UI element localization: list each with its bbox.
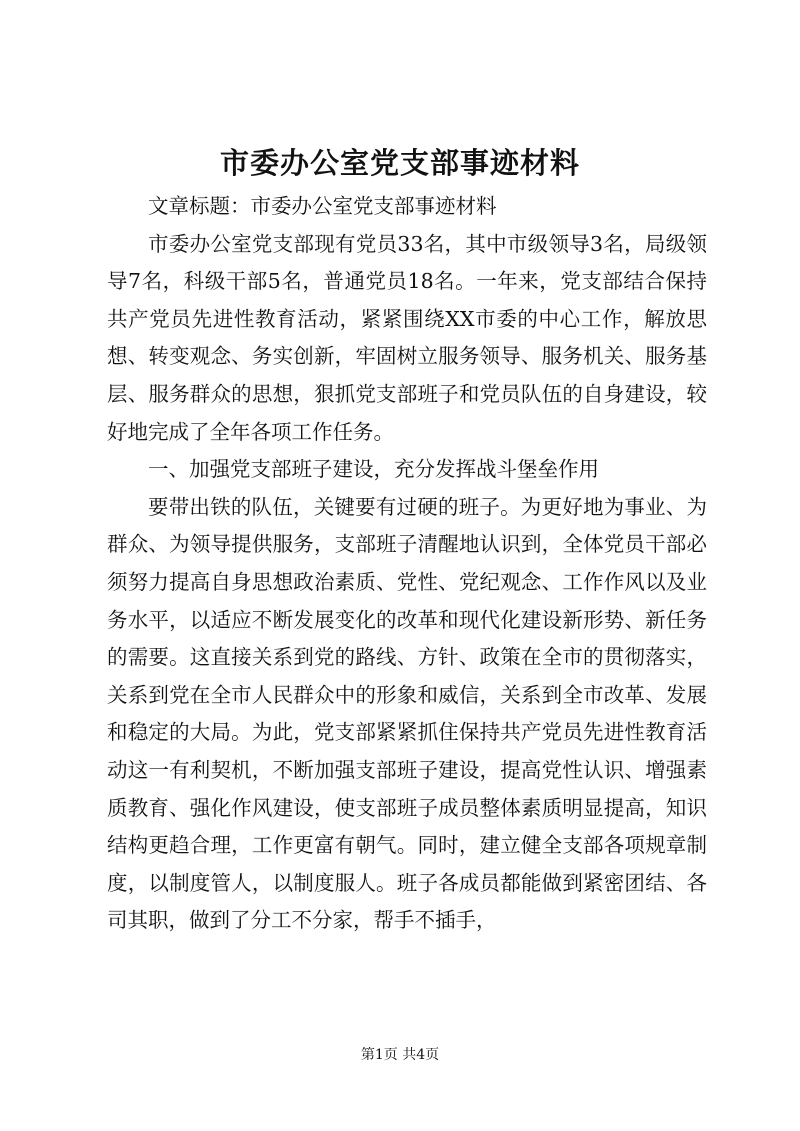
- document-title: 市委办公室党支部事迹材料: [219, 146, 580, 180]
- document-body: [107, 188, 707, 940]
- article-heading-line: 文章标题：市委办公室党支部事迹材料: [148, 194, 497, 218]
- page-footer: 第1页 共4页: [360, 1047, 440, 1063]
- section-heading: 一、加强党支部班子建设，充分发挥战斗堡垒作用: [148, 457, 599, 482]
- section-paragraph: 要带出铁的队伍，关键要有过硬的班子。为更好地为事业、为群众、为领导提供服务，支部班子清醒地认识到，全体党员干部必须努力提高自身思想政治素质、党性、党纪观念、工作作风以及业务水平，以适应不断发展变化的改革和现代化建设新形势、新任务的需要。这直接关系到党的路线、方针、政策在全市的贯彻落实，关系到党在全市人民群众中的形象和威信，关系到全市改革、发展和稳定的大局。为此，党支部紧紧抓住保持共产党员先进性教育活动这一有利契机，不断加强支部班子建设，提高党性认识、增强素质教育、强化作风建设，使支部班子成员整体素质明显提高，知识结构更趋合理，工作更富有朝气。同时，建立健全支部各项规章制度，以制度管人，以制度服人。班子各成员都能做到紧密团结、各司其职，做到了分工不分家，帮手不插手，: [107, 494, 707, 933]
- intro-paragraph: 市委办公室党支部现有党员33名，其中市级领导3名，局级领导7名，科级干部5名，普通党员18名。一年来，党支部结合保持共产党员先进性教育活动，紧紧围绕XX市委的中心工作，解放思想、转变观念、务实创新，牢固树立服务领导、服务机关、服务基层、服务群众的思想，狠抓党支部班子和党员队伍的自身建设，较好地完成了全年各项工作任务。: [107, 231, 707, 444]
